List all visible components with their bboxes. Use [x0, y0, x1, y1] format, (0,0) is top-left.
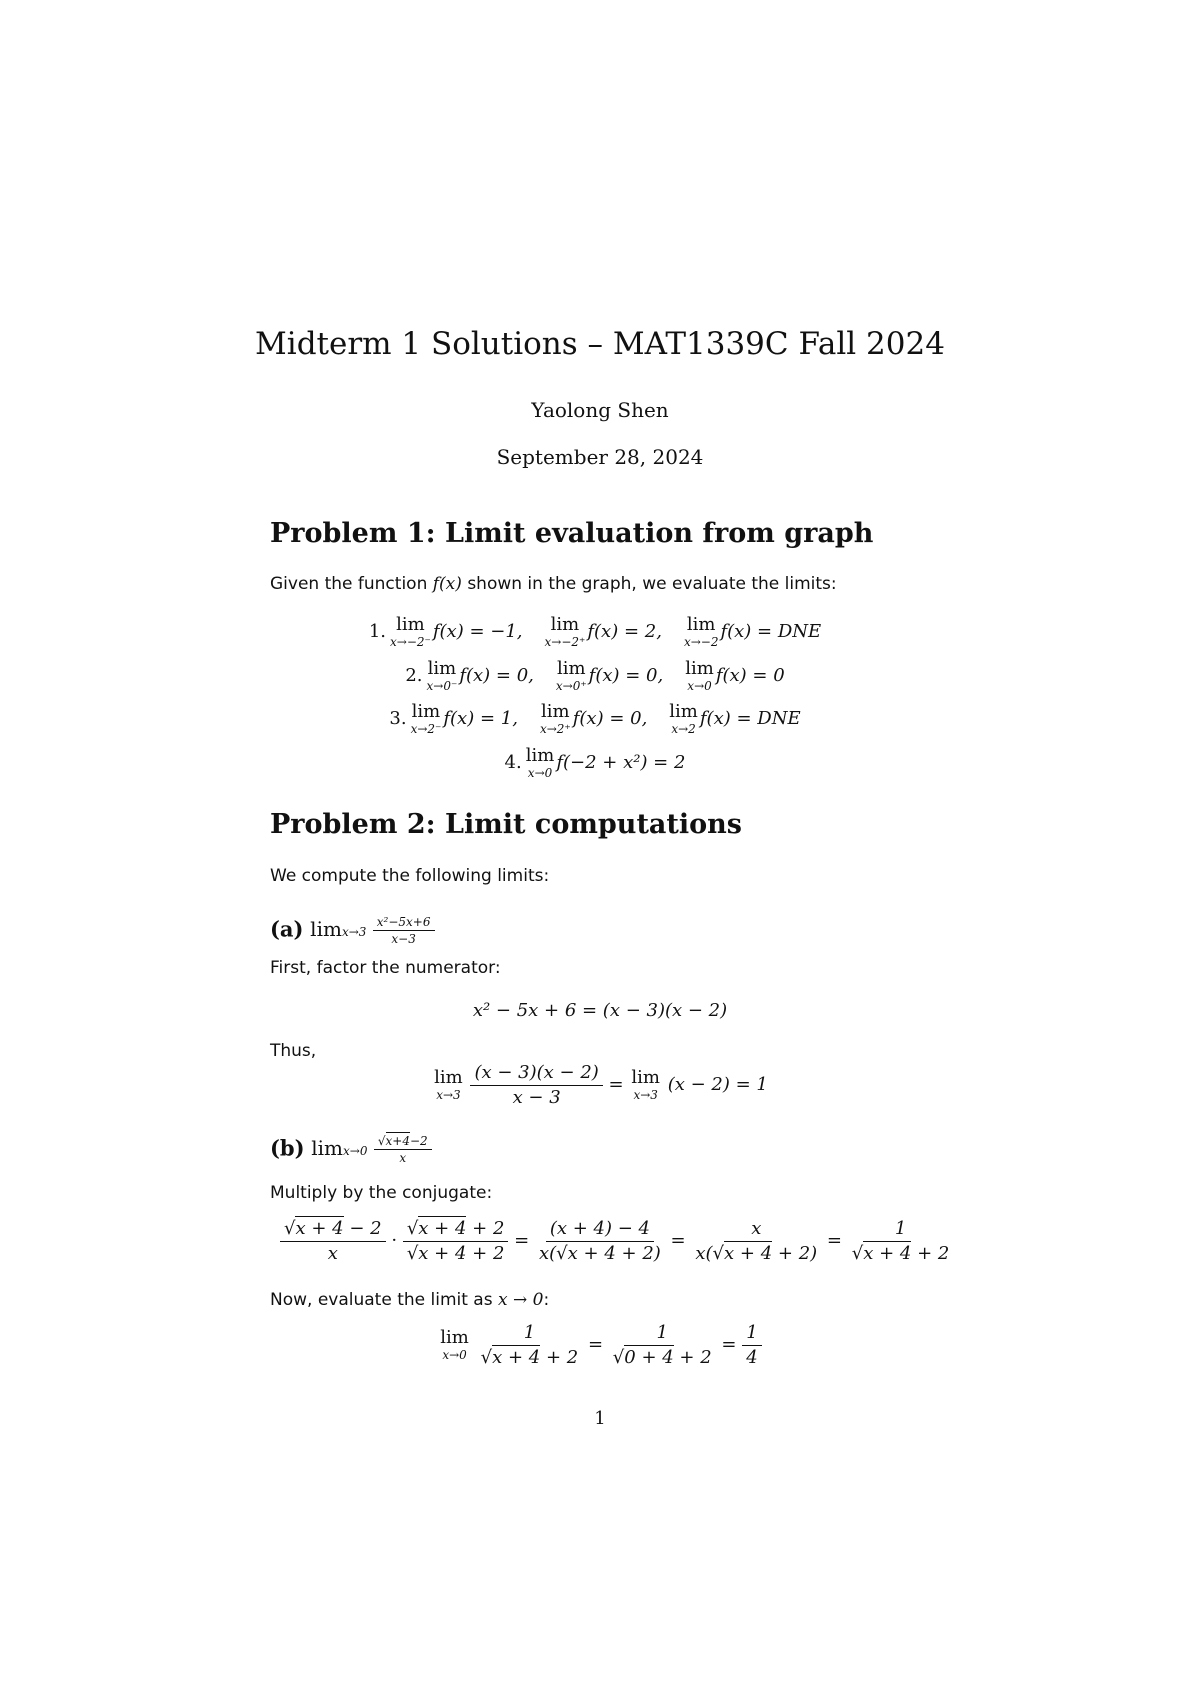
limit-operator	[556, 660, 587, 692]
den-tail: + 2	[466, 1242, 505, 1264]
part-a-frac-den: x−3	[391, 932, 416, 947]
limit-expression: f(x) = 0,	[588, 665, 664, 686]
equals-sign: =	[514, 1230, 530, 1252]
part-a-limit-fraction	[470, 1062, 602, 1108]
den-tail: + 2)	[615, 1242, 661, 1264]
conj-frac-2	[403, 1218, 509, 1264]
frac-den: x − 3	[512, 1086, 561, 1108]
frac-num: (x + 4) − 4	[546, 1218, 654, 1242]
limit-operator	[434, 1069, 463, 1101]
step2-text: Now, evaluate the limit as	[270, 1290, 493, 1310]
limit-operator	[390, 616, 431, 648]
radicand: x + 4	[295, 1218, 344, 1239]
document-date: September 28, 2024	[496, 445, 704, 469]
frac-den: x(√x + 4 + 2)	[695, 1242, 818, 1264]
frac-den: √x + 4 + 2	[851, 1242, 950, 1264]
limit-item	[543, 614, 662, 649]
limit-operator	[631, 1069, 660, 1101]
row-number: 3.	[389, 708, 407, 729]
limit-item	[409, 701, 518, 736]
part-b-step2	[270, 1290, 549, 1310]
den-tail: + 2	[673, 1346, 712, 1368]
frac-den: x(√x + 4 + 2)	[538, 1242, 661, 1264]
page-number: 1	[594, 1408, 606, 1429]
limit-item	[524, 745, 686, 780]
part-a-thus: Thus,	[270, 1041, 317, 1061]
row-number: 1.	[368, 621, 387, 642]
limit-expression: f(x) = 1,	[443, 708, 518, 729]
limit-expression: f(x) = DNE	[699, 708, 801, 729]
lim-word: lim	[550, 614, 580, 635]
intro-text-after: shown in the graph, we evaluate the limits:	[467, 574, 837, 594]
lim-sub: x→0	[442, 1348, 467, 1363]
equals-sign: =	[721, 1334, 737, 1356]
conj-frac-3	[535, 1218, 665, 1264]
document-title: Midterm 1 Solutions – MAT1339C Fall 2024	[255, 326, 945, 362]
lim-sub: x→3	[436, 1088, 461, 1103]
lim-sub: x→−2⁺	[544, 635, 586, 649]
part-b-final-equation	[0, 1322, 1200, 1368]
part-b-fraction	[374, 1134, 432, 1166]
lim-sub: x→−2⁻	[390, 635, 431, 649]
limit-expression: f(x) = DNE	[720, 621, 822, 642]
frac-num: x	[747, 1218, 765, 1242]
factor-eq-text: x² − 5x + 6 = (x − 3)(x − 2)	[472, 1000, 728, 1021]
limit-item	[682, 614, 822, 649]
frac-num: 1	[520, 1322, 539, 1346]
limit-row	[0, 660, 1200, 692]
den-tail: + 2)	[772, 1242, 818, 1264]
num-tail: − 2	[343, 1218, 382, 1239]
lim-sub: x→0⁻	[426, 679, 458, 693]
part-b-step1: Multiply by the conjugate:	[270, 1183, 493, 1203]
den-tail: + 2	[540, 1346, 579, 1368]
lim-sub: x→2	[671, 722, 696, 736]
lim-word: lim	[411, 701, 441, 722]
frac-num: 1	[653, 1322, 672, 1346]
frac-num: √x + 4 + 2	[403, 1218, 509, 1242]
limit-operator	[669, 703, 698, 735]
part-b-lim-sub: x→0	[343, 1144, 368, 1159]
lim-word: lim	[556, 658, 586, 679]
radicand: x + 4	[418, 1218, 467, 1239]
frac-den: 4	[746, 1346, 758, 1368]
limit-expression: f(x) = 0,	[572, 708, 648, 729]
part-a-lim: lim	[310, 917, 342, 942]
limit-row	[0, 616, 1200, 648]
author-name: Yaolong Shen	[531, 398, 669, 422]
lim-word: lim	[685, 658, 714, 679]
limit-item	[538, 701, 648, 736]
problem2-heading: Problem 2: Limit computations	[270, 809, 742, 840]
lim-word: lim	[686, 614, 716, 635]
equals-sign: =	[608, 1074, 624, 1096]
lim-word: lim	[525, 745, 555, 766]
frac-den: √x + 4 + 2	[480, 1346, 579, 1368]
lim-sub: x→0⁺	[555, 679, 587, 693]
conj-frac-1	[280, 1218, 386, 1264]
lim-word: lim	[396, 614, 425, 635]
intro-text-before: Given the function	[270, 574, 428, 594]
lim-sub: x→0	[687, 679, 712, 693]
limit-operator	[685, 660, 714, 692]
part-a-frac-num: x²−5x+6	[373, 915, 435, 931]
radicand: x + 4	[418, 1242, 467, 1264]
den-tail: + 2	[911, 1242, 950, 1264]
limit-result: (x − 2) = 1	[667, 1074, 768, 1096]
limit-item	[425, 658, 534, 693]
limit-expression: f(x) = 0	[715, 665, 785, 686]
lim-word: lim	[427, 658, 457, 679]
num-tail: −2	[409, 1134, 428, 1148]
frac-den: √0 + 4 + 2	[612, 1346, 712, 1368]
limit-item	[667, 701, 801, 736]
limit-operator	[411, 703, 442, 735]
part-a-fraction	[373, 915, 435, 947]
lim-sub: x→2⁺	[539, 722, 571, 736]
final-frac-2	[609, 1322, 716, 1368]
limit-item	[683, 658, 785, 693]
radicand: x + 4	[492, 1346, 541, 1368]
conj-frac-5	[848, 1218, 954, 1264]
lim-sub: x→2⁻	[410, 722, 442, 736]
radicand: x + 4	[724, 1242, 773, 1264]
part-a-limit-equation	[0, 1062, 1200, 1108]
intro-func: f(x)	[432, 574, 462, 594]
lim-word: lim	[440, 1327, 469, 1349]
lim-sub: x→3	[633, 1088, 658, 1103]
limit-expression: f(x) = −1,	[432, 621, 523, 642]
lim-word: lim	[541, 701, 570, 722]
limit-operator	[540, 703, 571, 735]
equals-sign: =	[587, 1334, 604, 1356]
frac-num: (x − 3)(x − 2)	[470, 1062, 602, 1086]
part-b-header	[270, 1134, 432, 1166]
frac-num: 1	[891, 1218, 910, 1242]
lim-word: lim	[631, 1067, 660, 1089]
lim-word: lim	[434, 1067, 463, 1089]
limit-expression: f(x) = 2,	[587, 621, 662, 642]
part-a-step1: First, factor the numerator:	[270, 958, 501, 978]
limit-expression: f(−2 + x²) = 2	[556, 752, 686, 773]
conj-frac-4	[691, 1218, 821, 1264]
part-a-label: (a)	[270, 916, 304, 942]
problem1-intro	[270, 574, 837, 594]
final-frac-1	[477, 1322, 583, 1368]
frac-den: √x + 4 + 2	[406, 1242, 505, 1264]
part-b-frac-num: √x+4−2	[374, 1134, 432, 1150]
limit-row	[0, 747, 1200, 779]
equals-sign: =	[670, 1230, 686, 1252]
step2-colon: :	[543, 1290, 550, 1310]
limit-item	[554, 658, 664, 693]
limit-item	[388, 614, 523, 649]
radicand: 0 + 4	[624, 1346, 674, 1368]
conjugate-equation	[280, 1218, 953, 1264]
limit-operator	[684, 616, 719, 648]
part-a-lim-sub: x→3	[341, 925, 367, 940]
step2-math: x → 0	[498, 1290, 544, 1310]
num-tail: + 2	[466, 1218, 505, 1239]
limit-operator	[545, 616, 586, 648]
den-head: x(	[695, 1242, 713, 1264]
lim-sub: x→−2	[683, 635, 719, 649]
radicand: x+4	[385, 1134, 410, 1148]
limit-row	[0, 703, 1200, 735]
part-b-frac-den: x	[399, 1151, 407, 1166]
radicand: x + 4	[863, 1242, 912, 1264]
den-head: x(	[538, 1242, 557, 1264]
limit-operator	[440, 1329, 469, 1361]
part-b-label: (b)	[270, 1135, 305, 1161]
part-b-lim: lim	[311, 1136, 344, 1161]
frac-den: x	[327, 1242, 338, 1264]
problem2-intro: We compute the following limits:	[270, 866, 550, 886]
limit-operator	[526, 747, 555, 779]
row-number: 2.	[405, 665, 423, 686]
frac-num: 1	[742, 1322, 761, 1346]
limit-operator	[427, 660, 458, 692]
final-frac-3	[742, 1322, 761, 1368]
multiply-dot: ·	[391, 1230, 398, 1252]
part-a-factor-equation	[0, 1000, 1200, 1021]
limit-expression: f(x) = 0,	[459, 665, 534, 686]
radicand: x + 4	[567, 1242, 616, 1264]
lim-word: lim	[669, 701, 698, 722]
frac-num: √x + 4 − 2	[280, 1218, 386, 1242]
problem1-heading: Problem 1: Limit evaluation from graph	[270, 518, 874, 549]
part-a-header	[270, 915, 435, 947]
equals-sign: =	[826, 1230, 842, 1252]
lim-sub: x→0	[527, 766, 553, 780]
row-number: 4.	[504, 752, 522, 773]
